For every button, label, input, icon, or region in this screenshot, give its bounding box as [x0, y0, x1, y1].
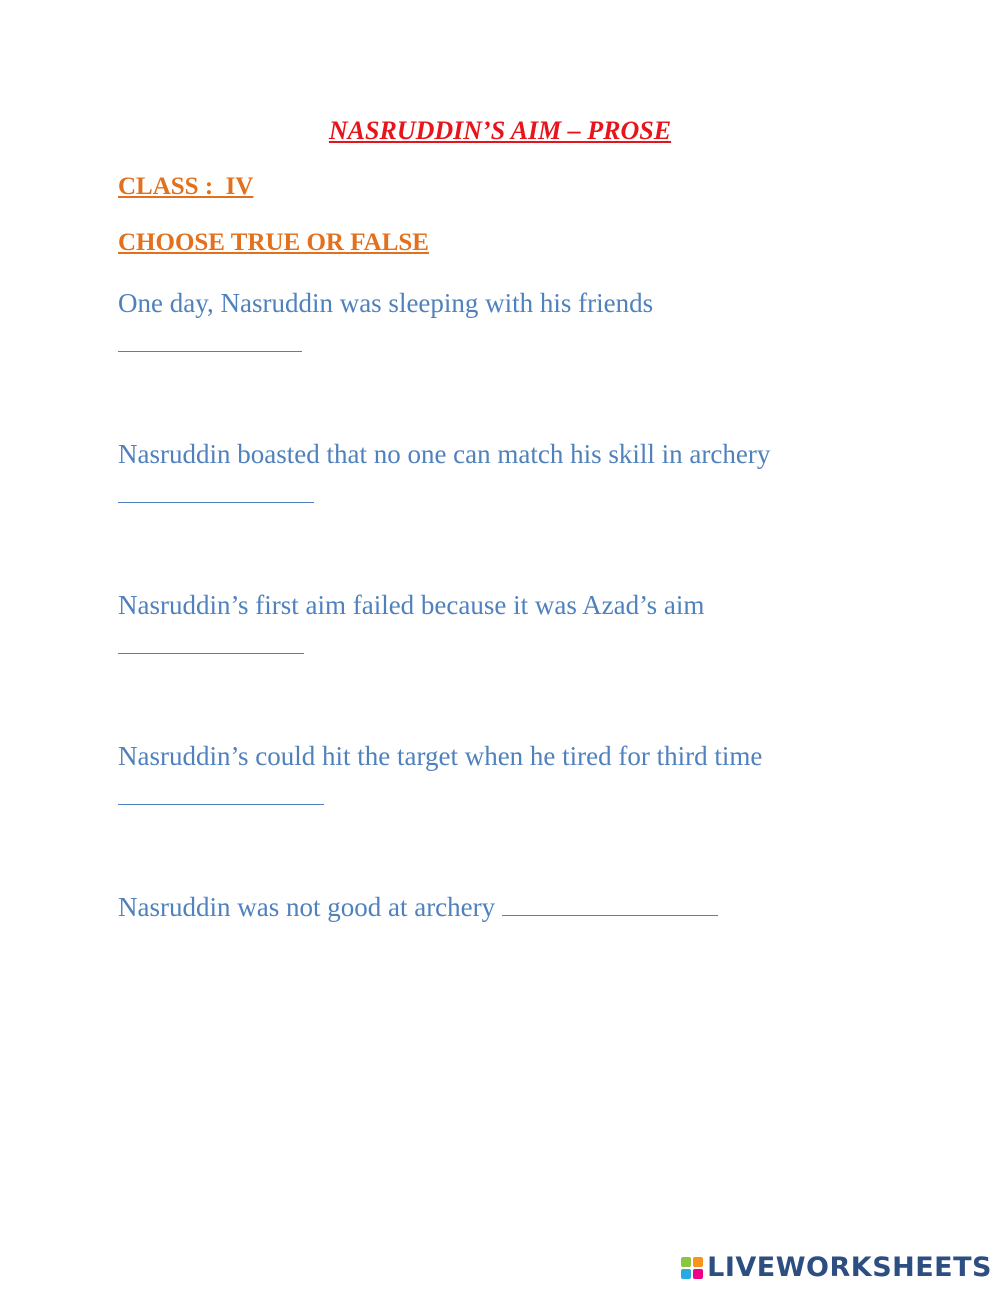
- class-heading: CLASS : IV: [118, 173, 254, 200]
- answer-blank-4[interactable]: [118, 780, 324, 805]
- question-5: [118, 887, 838, 927]
- answer-blank-2[interactable]: [118, 478, 314, 503]
- page-title: NASRUDDIN’S AIM – PROSE: [328, 116, 672, 145]
- answer-blank-3[interactable]: [118, 629, 304, 654]
- logo-square-l: [681, 1257, 691, 1267]
- logo-square-e: [693, 1269, 703, 1279]
- question-2: [118, 434, 838, 514]
- question-1-text: One day, Nasruddin was sleeping with his friends: [118, 288, 654, 318]
- liveworksheets-logo: [681, 1252, 992, 1283]
- question-2-text: Nasruddin boasted that no one can match his skill in archery: [118, 439, 771, 469]
- question-4-text: Nasruddin’s could hit the target when he tired for third time: [118, 741, 763, 771]
- question-1: [118, 283, 838, 363]
- answer-blank-5[interactable]: [502, 891, 718, 916]
- question-4: [118, 736, 838, 816]
- question-3: [118, 585, 838, 665]
- logo-square-i: [693, 1257, 703, 1267]
- answer-blank-1[interactable]: [118, 327, 302, 352]
- liveworksheets-logo-text: LIVEWORKSHEETS: [707, 1252, 992, 1283]
- question-3-text: Nasruddin’s first aim failed because it was Azad’s aim: [118, 590, 705, 620]
- instruction-heading: CHOOSE TRUE OR FALSE: [118, 229, 429, 256]
- question-5-text: Nasruddin was not good at archery: [118, 892, 502, 922]
- logo-square-v: [681, 1269, 691, 1279]
- liveworksheets-logo-icon: [681, 1257, 703, 1279]
